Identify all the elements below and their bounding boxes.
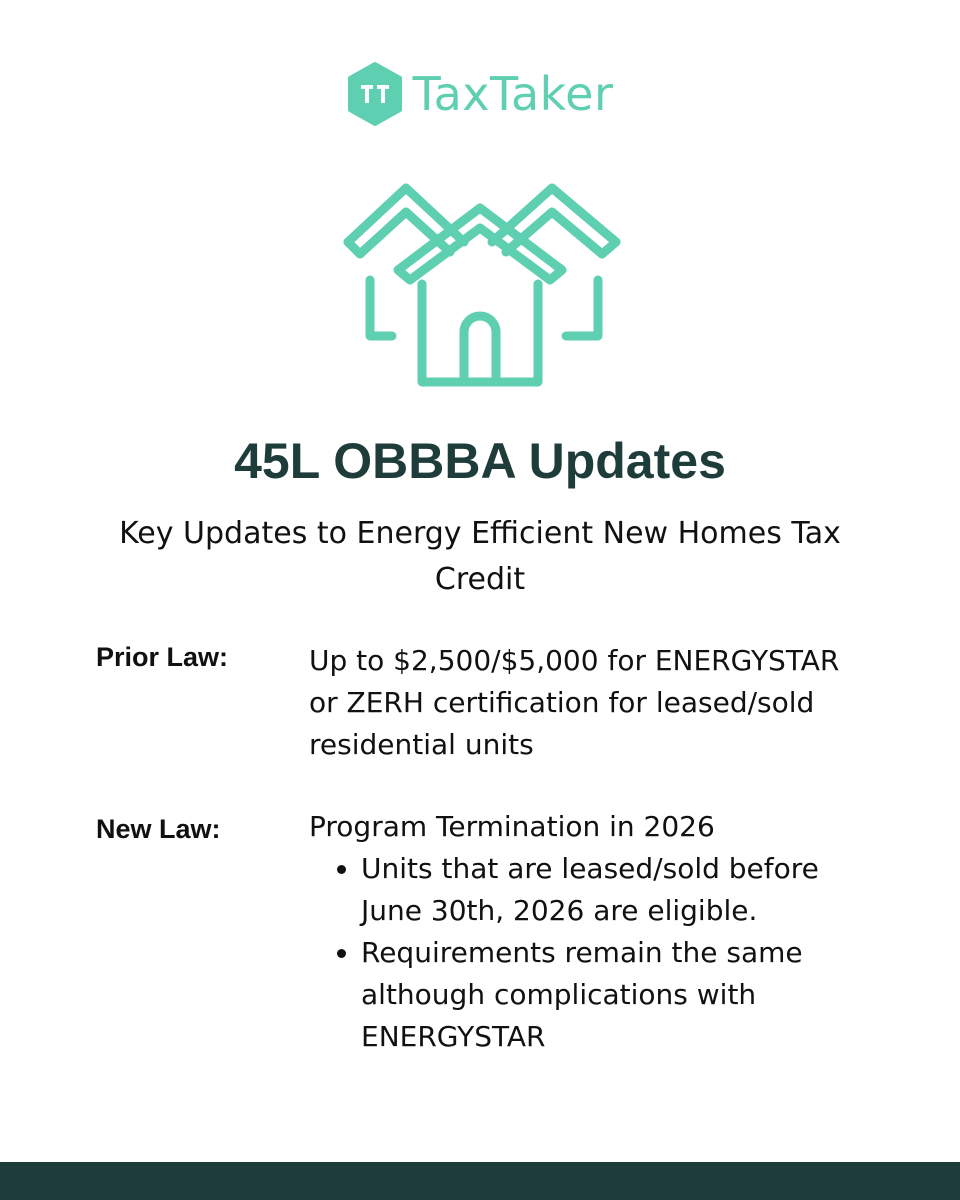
new-law-bullets — [309, 848, 869, 1058]
new-law-content — [309, 806, 869, 1058]
brand-name: TaxTaker — [412, 67, 614, 121]
list-item: • Units that are leased/sold before June 30th, 2026 are eligible. — [361, 848, 869, 932]
new-law-label: New Law: — [96, 814, 221, 844]
prior-law-text: Up to $2,500/$5,000 for ENERGYSTAR or ZERH certification for leased/sold residential units — [309, 644, 840, 761]
new-law-intro: Program Termination in 2026 — [309, 810, 715, 843]
prior-law-label: Prior Law: — [96, 642, 229, 672]
page-subtitle: Key Updates to Energy Efficient New Homes Tax Credit — [119, 516, 841, 597]
brand-logo — [0, 62, 960, 126]
houses-icon — [330, 176, 630, 392]
list-item: • Requirements remain the same although complications with ENERGYSTAR — [361, 932, 869, 1058]
footer-bar — [0, 1162, 960, 1200]
hexagon-tt-icon — [347, 62, 403, 126]
page-title: 45L OBBBA Updates — [234, 433, 726, 489]
